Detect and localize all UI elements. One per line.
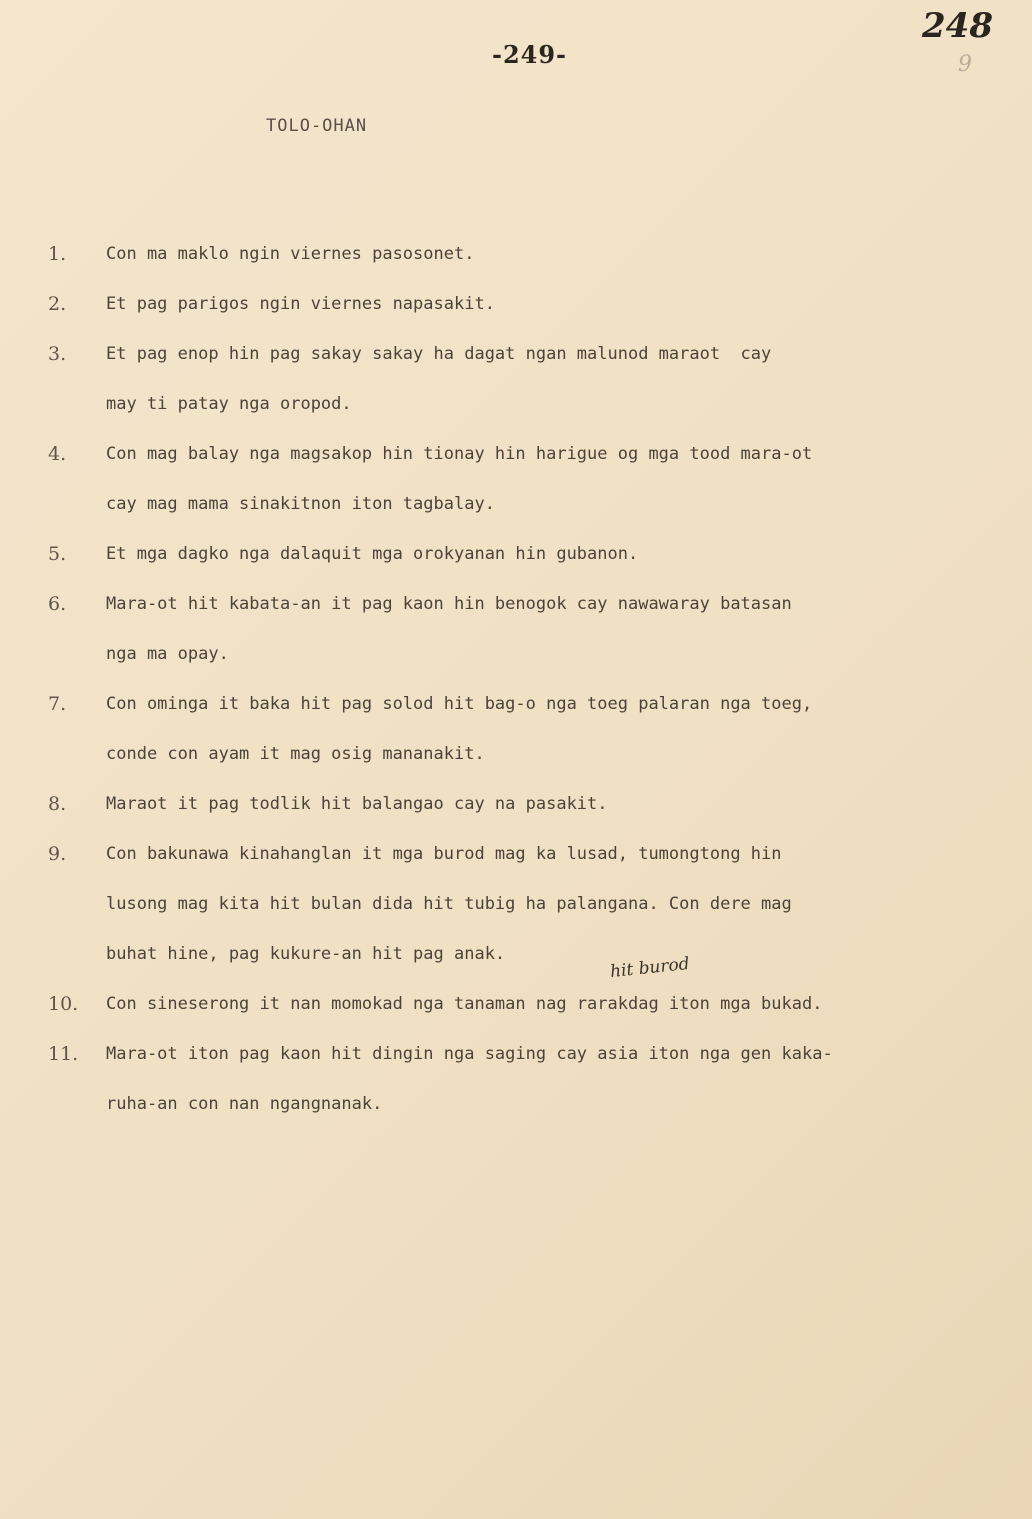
text-line: conde con ayam it mag osig mananakit.	[106, 744, 485, 764]
list-item-number: 2.	[48, 293, 67, 315]
list-item-number: 7.	[48, 693, 67, 715]
list-item-text	[106, 538, 1013, 570]
list-item	[48, 438, 1013, 520]
text-line: lusong mag kita hit bulan dida hit tubig ha palangana. Con dere mag	[106, 894, 792, 914]
list-item	[48, 338, 1013, 420]
list-item-text	[106, 588, 1013, 670]
list-item-number: 4.	[48, 443, 67, 465]
handwritten-corner-mark: 248	[922, 6, 993, 46]
text-line: may ti patay nga oropod.	[106, 394, 352, 414]
text-line: Con ma maklo ngin viernes pasosonet.	[106, 244, 475, 264]
text-line: Con mag balay nga magsakop hin tionay hin harigue og mga tood mara-ot	[106, 444, 813, 464]
list-item	[48, 788, 1013, 820]
list-item-text	[106, 688, 1013, 770]
numbered-list	[48, 238, 1013, 1138]
list-item-text	[106, 1038, 1013, 1120]
list-item-number: 9.	[48, 843, 67, 865]
list-item-number: 6.	[48, 593, 67, 615]
text-line: Con bakunawa kinahanglan it mga burod mag ka lusad, tumongtong hin	[106, 844, 782, 864]
text-line: Mara-ot iton pag kaon hit dingin nga saging cay asia iton nga gen kaka-	[106, 1044, 833, 1064]
list-item-number: 1.	[48, 243, 67, 265]
list-item	[48, 238, 1013, 270]
list-item	[48, 688, 1013, 770]
handwritten-annotation: hit burod	[609, 953, 691, 983]
list-item	[48, 838, 1013, 970]
page-title: TOLO-OHAN	[266, 116, 368, 136]
text-line: Con ominga it baka hit pag solod hit bag-o nga toeg palaran nga toeg,	[106, 694, 813, 714]
text-line: buhat hine, pag kukure-an hit pag anak.	[106, 944, 506, 964]
list-item-number: 11.	[48, 1043, 79, 1065]
list-item-number: 3.	[48, 343, 67, 365]
page-number: -249-	[492, 40, 568, 69]
list-item-text	[106, 438, 1013, 520]
text-line: nga ma opay.	[106, 644, 229, 664]
list-item	[48, 288, 1013, 320]
list-item	[48, 1038, 1013, 1120]
text-line: ruha-an con nan ngangnanak.	[106, 1094, 383, 1114]
faint-corner-mark: 9	[958, 52, 972, 77]
list-item	[48, 988, 1013, 1020]
list-item-number: 8.	[48, 793, 67, 815]
text-line: Maraot it pag todlik hit balangao cay na pasakit.	[106, 794, 608, 814]
text-line: Et pag enop hin pag sakay sakay ha dagat ngan malunod maraot cay	[106, 344, 772, 364]
list-item-text	[106, 988, 1013, 1020]
list-item-text	[106, 338, 1013, 420]
list-item-text	[106, 838, 1013, 970]
text-line: Et mga dagko nga dalaquit mga orokyanan hin gubanon.	[106, 544, 639, 564]
list-item-text	[106, 238, 1013, 270]
list-item-number: 5.	[48, 543, 67, 565]
list-item-number: 10.	[48, 993, 79, 1015]
list-item	[48, 538, 1013, 570]
list-item	[48, 588, 1013, 670]
text-line: cay mag mama sinakitnon iton tagbalay.	[106, 494, 495, 514]
text-line: Mara-ot hit kabata-an it pag kaon hin benogok cay nawawaray batasan	[106, 594, 792, 614]
list-item-text	[106, 288, 1013, 320]
list-item-text	[106, 788, 1013, 820]
text-line: Et pag parigos ngin viernes napasakit.	[106, 294, 495, 314]
text-line: Con sineserong it nan momokad nga tanaman nag rarakdag iton mga bukad.	[106, 994, 823, 1014]
